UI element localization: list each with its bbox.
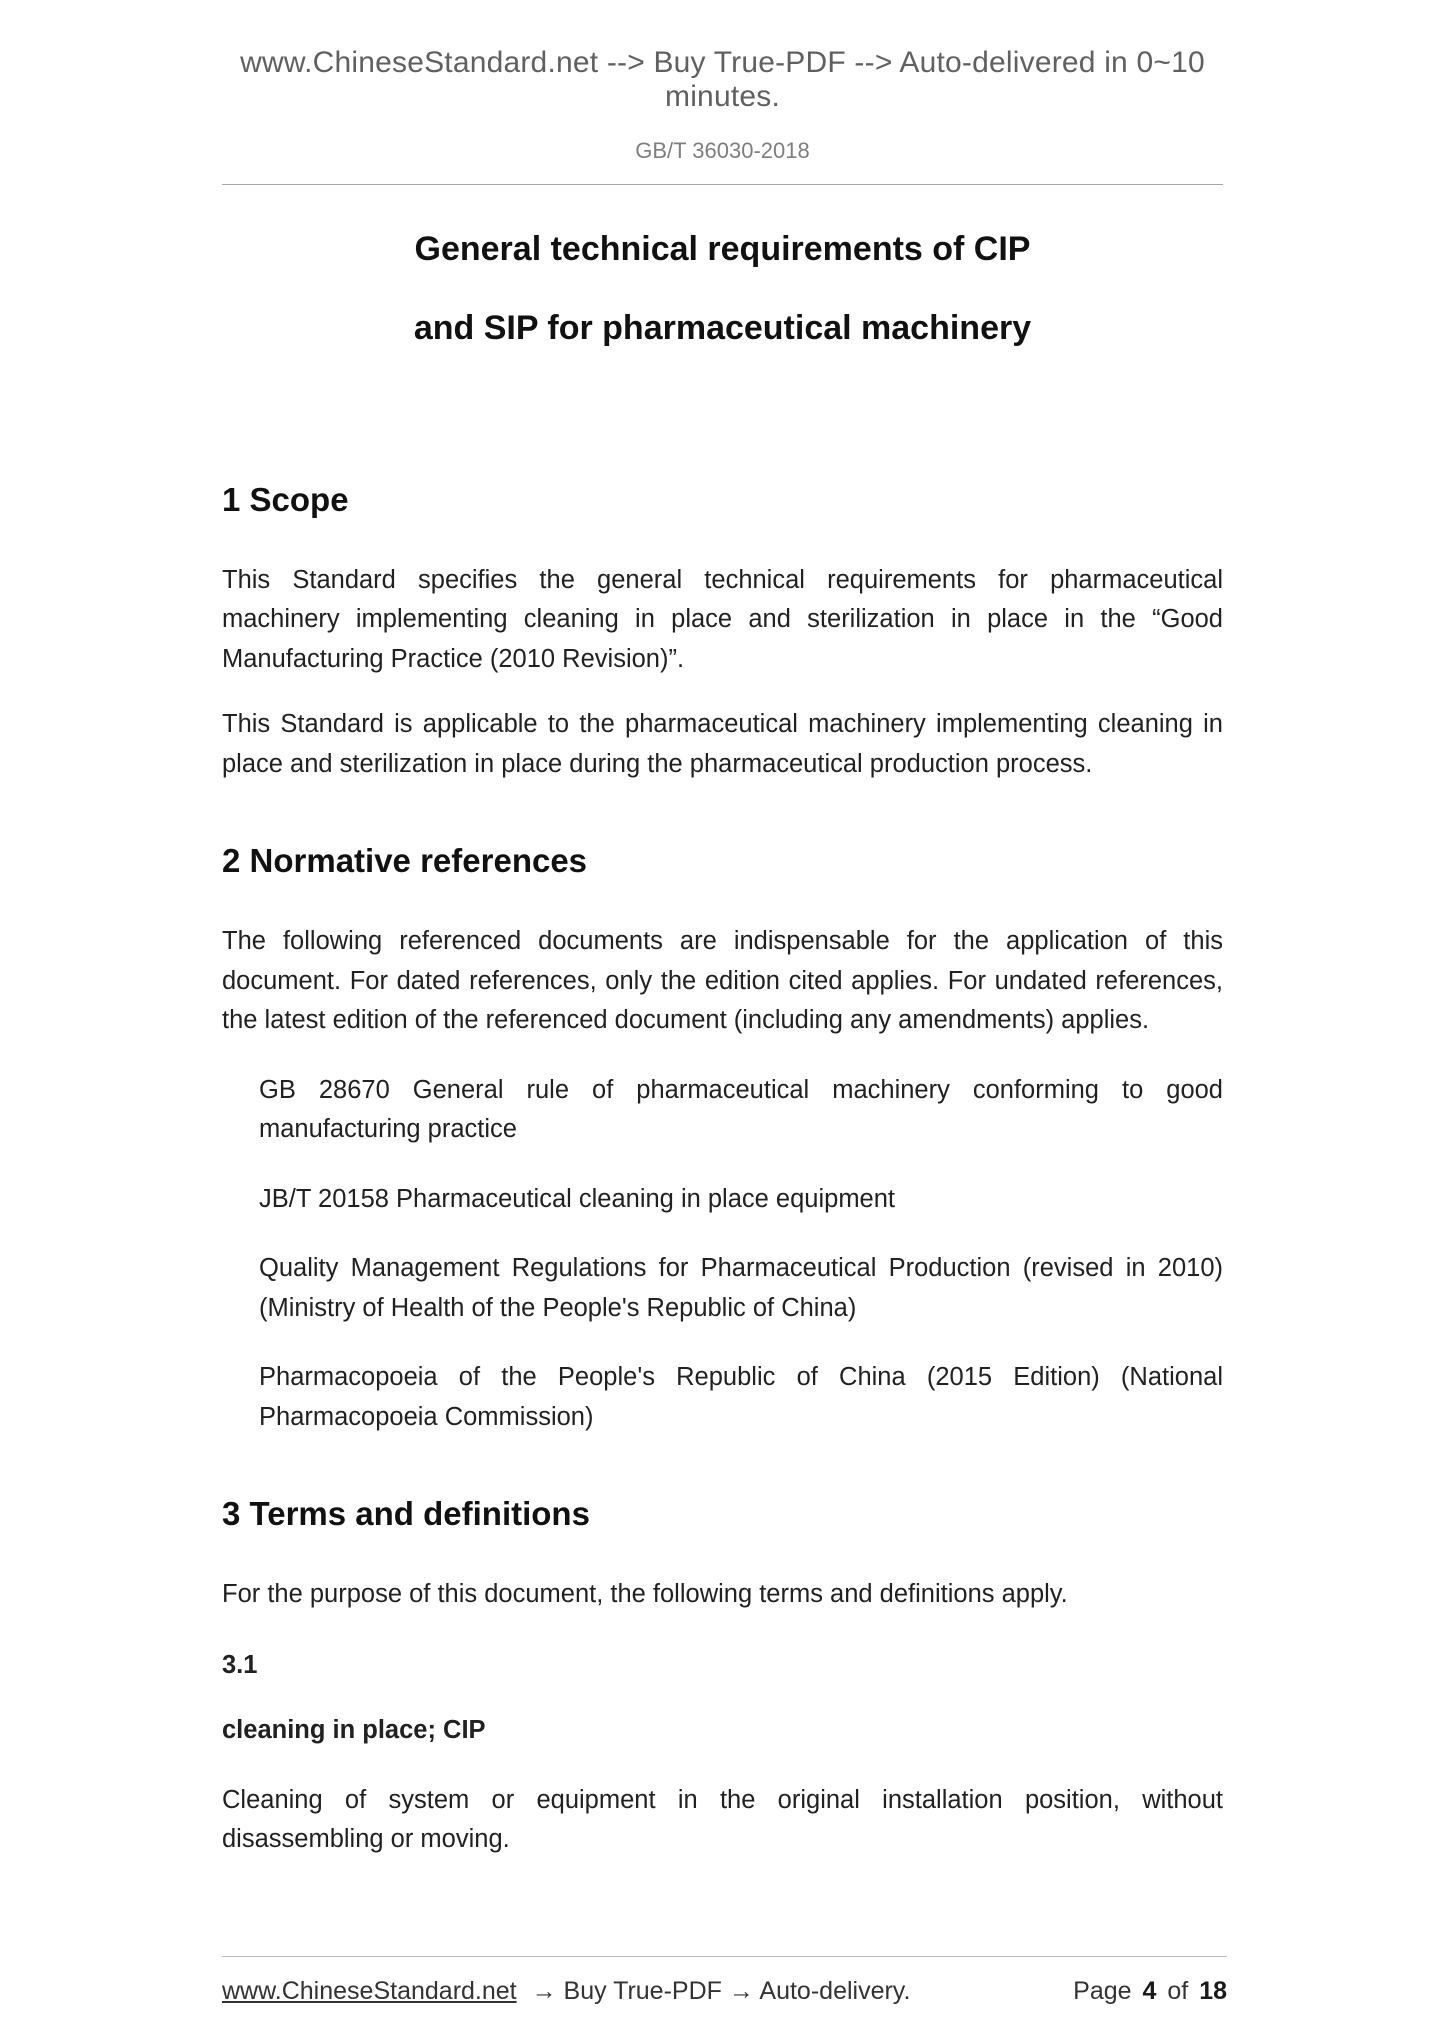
page-footer [222,1956,1227,2006]
footer-left-text: → Buy True-PDF → Auto-delivery. [531,1977,911,2005]
term-definition-paragraph: Cleaning of system or equipment in the original installation position, without disassembling or moving. [222,1785,1223,1854]
document-body [222,481,1223,1860]
page-current: 4 [1142,1977,1157,2005]
references-intro-paragraph: The following referenced documents are indispensable for the application of this document. For dated references, only the edition cited applies. For undated references, the latest edition of the referenced document (including any amendments) applies. [222,927,1223,1035]
section-heading-terms: 3 Terms and definitions [222,1495,590,1533]
document-title [222,229,1223,349]
reference-item: Pharmacopoeia of the People's Republic of China (2015 Edition) (National Pharmacopoeia Commission) [259,1363,1223,1431]
doc-number: GB/T 36030-2018 [635,138,810,163]
term-number: 3.1 [222,1650,258,1679]
section-heading-scope: 1 Scope [222,480,349,518]
reference-item: Quality Management Regulations for Pharmaceutical Production (revised in 2010) (Ministry of Health of the People's Republic of China) [259,1254,1223,1322]
title-line-1: General technical requirements of CIP [414,230,1031,268]
page-of-label: of [1167,1977,1189,2005]
footer-site-link[interactable]: www.ChineseStandard.net [222,1977,517,2005]
title-line-2: and SIP for pharmaceutical machinery [413,308,1032,347]
page-total: 18 [1199,1977,1227,2005]
section-heading-references: 2 Normative references [222,842,588,880]
scope-paragraph-2: This Standard is applicable to the pharmaceutical machinery implementing cleaning in place and sterilization in place during the pharmaceutical production process. [222,710,1223,778]
footer-divider [222,1956,1227,1957]
page-indicator [1073,1977,1227,2006]
header-divider [222,184,1223,185]
terms-intro-paragraph: For the purpose of this document, the following terms and definitions apply. [222,1580,1068,1609]
top-banner: www.ChineseStandard.net --> Buy True-PDF --> Auto-delivered in 0~10 minutes. [240,46,1205,113]
reference-item: GB 28670 General rule of pharmaceutical machinery conforming to good manufacturing practice [259,1075,1223,1144]
term-name: cleaning in place; CIP [222,1715,486,1744]
footer-left [222,1977,910,2006]
scope-paragraph-1: This Standard specifies the general technical requirements for pharmaceutical machinery implementing cleaning in place and sterilization in place in the “Good Manufacturing Practice (2010 Revision)”. [222,565,1223,673]
reference-item: JB/T 20158 Pharmaceutical cleaning in place equipment [259,1184,896,1213]
page-label: Page [1073,1977,1132,2005]
